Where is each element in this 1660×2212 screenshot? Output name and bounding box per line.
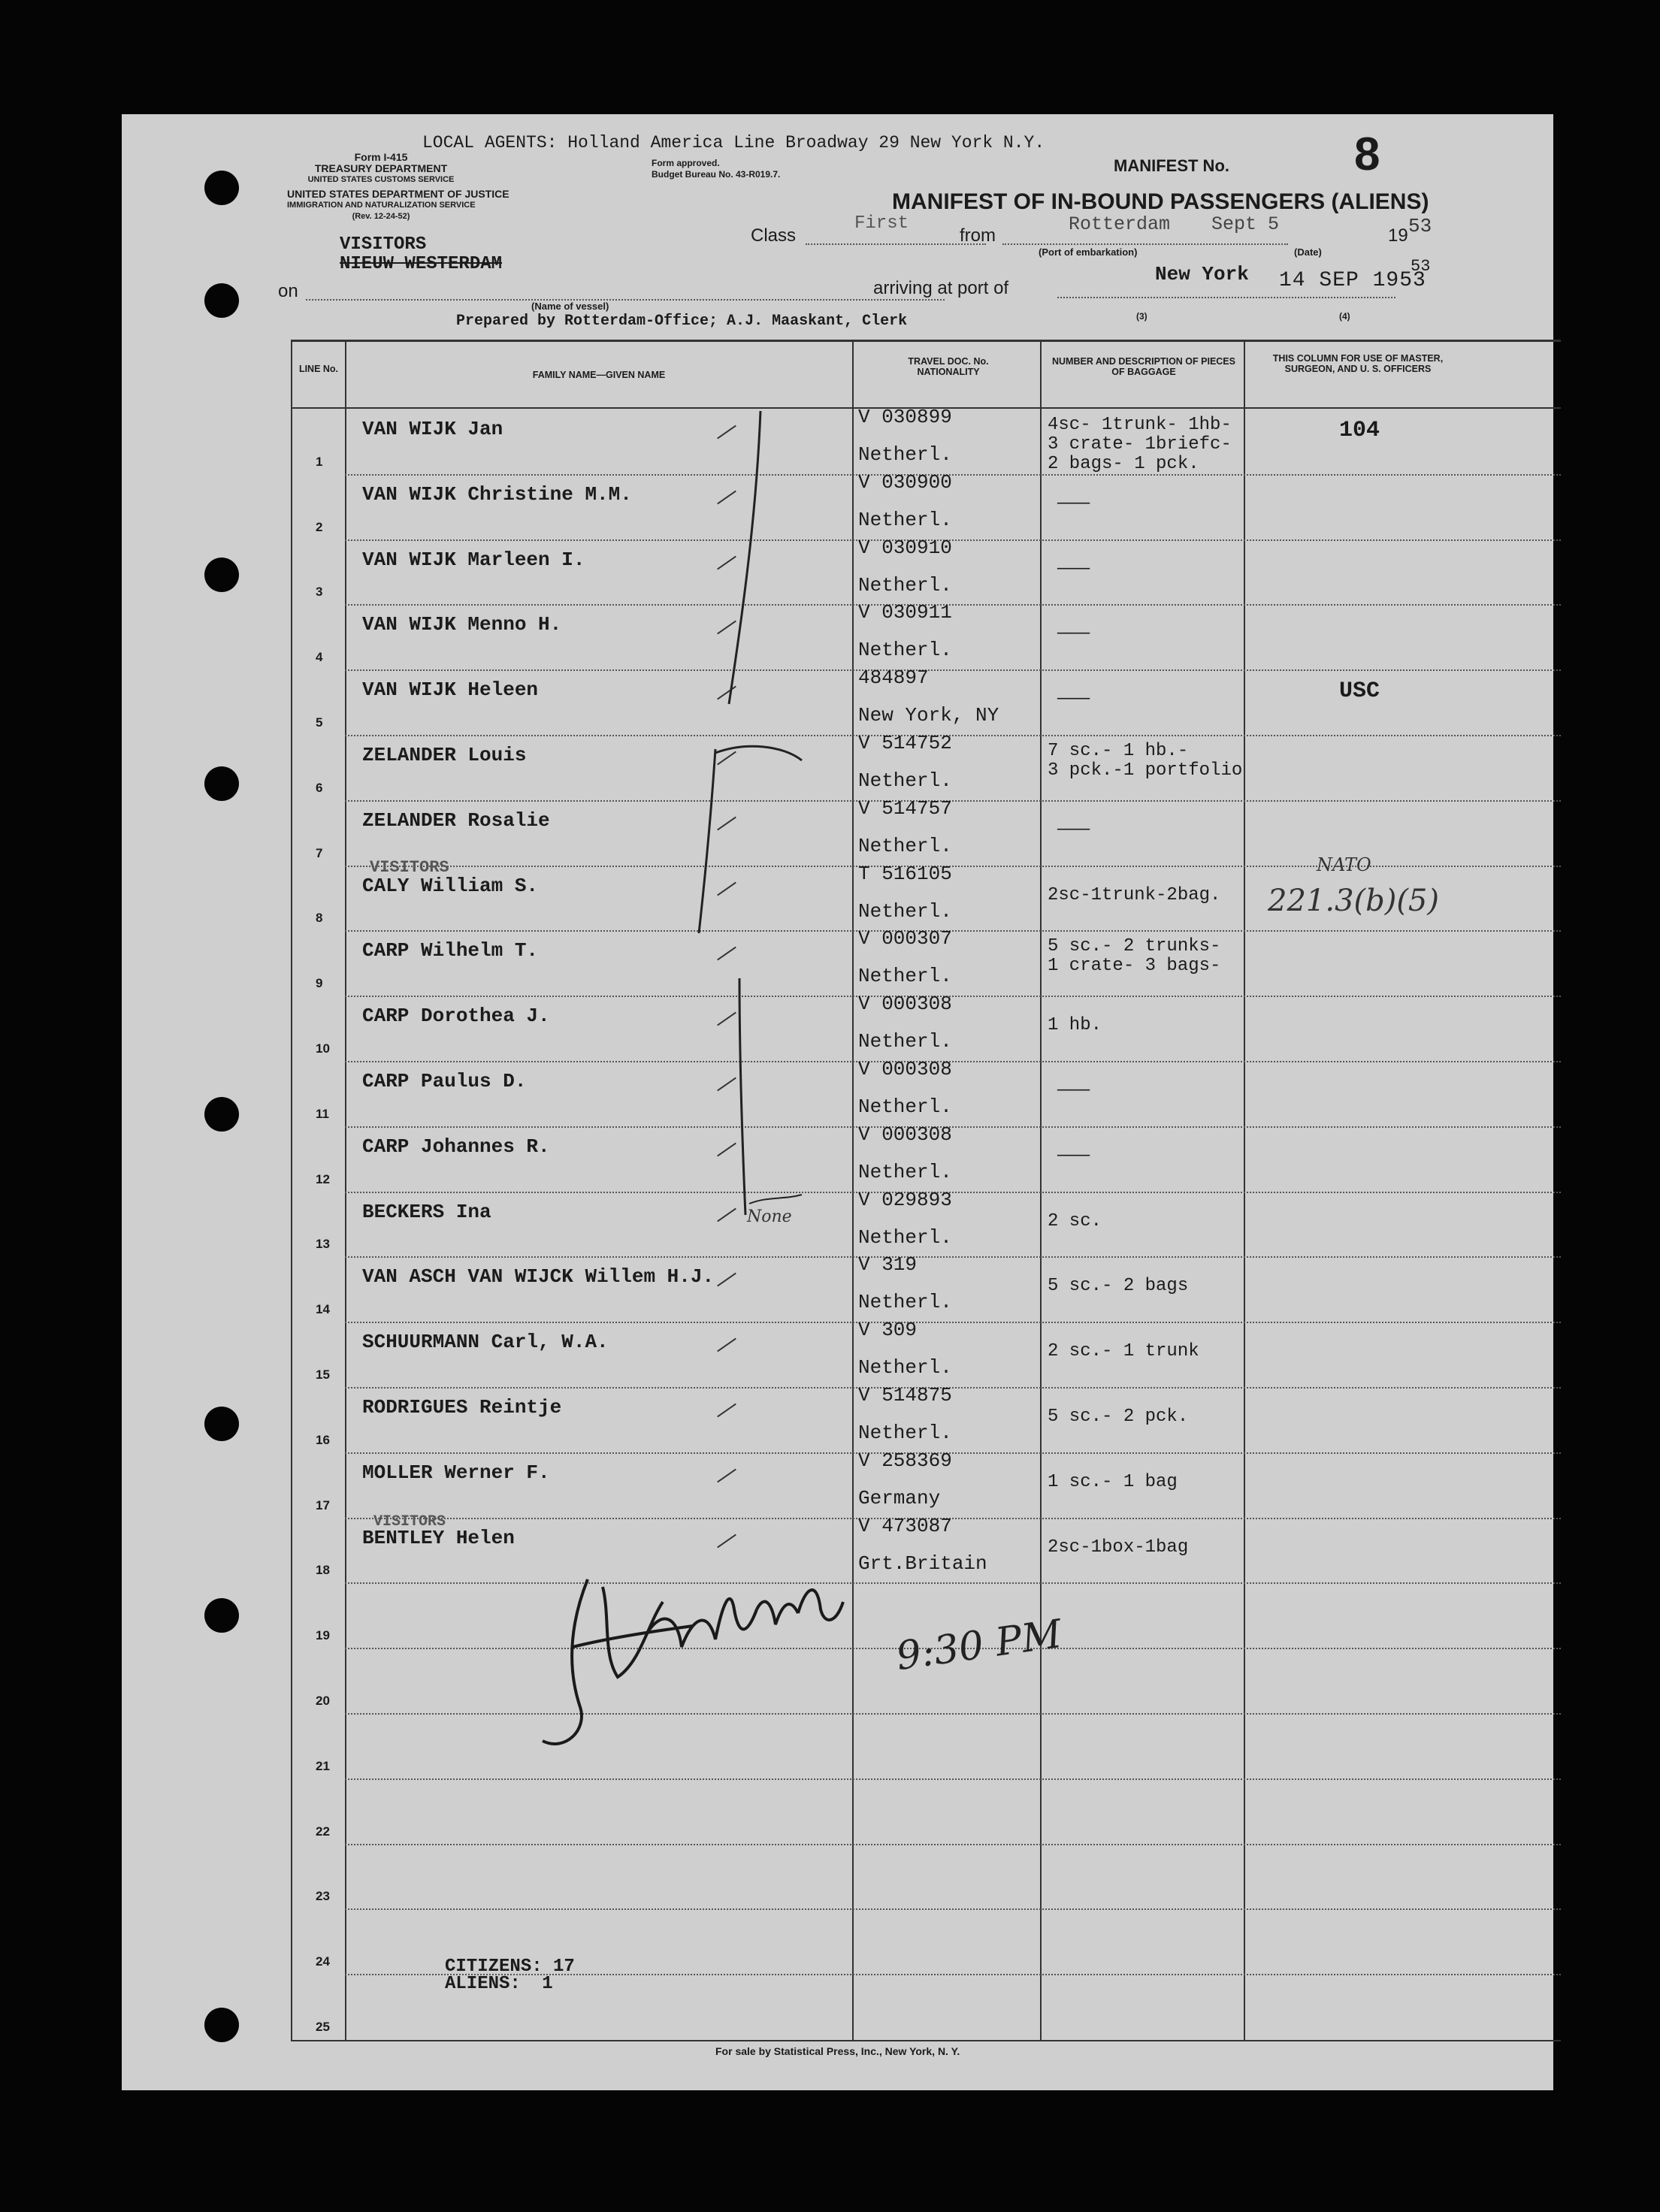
- nationality: Netherl.: [858, 1095, 952, 1118]
- travel-doc-number: V 000308: [858, 1123, 952, 1146]
- officer-note: 221.3(b)(5): [1268, 883, 1439, 918]
- baggage-description: 3 pck.-1 portfolio: [1048, 760, 1243, 781]
- line-number: 11: [316, 1106, 329, 1121]
- nationality: Netherl.: [858, 508, 952, 531]
- footer-text: For sale by Statistical Press, Inc., New York, N. Y.: [715, 2045, 960, 2057]
- travel-doc-number: V 030910: [858, 536, 952, 559]
- baggage-description: 5 sc.- 2 bags: [1048, 1276, 1189, 1297]
- nationality: Netherl.: [858, 443, 952, 466]
- line-number: 3: [316, 585, 323, 600]
- arriving-label: arriving at port of: [873, 278, 1009, 298]
- port-of-embarkation: Rotterdam: [1069, 213, 1171, 235]
- local-agents-line: LOCAL AGENTS: Holland America Line Broadway 29 New York N.Y.: [422, 133, 1045, 153]
- nationality: Germany: [858, 1486, 941, 1509]
- date-value: Sept 5: [1211, 213, 1280, 235]
- passenger-name: BENTLEY Helen: [362, 1526, 515, 1549]
- line-number: 23: [316, 1889, 330, 1904]
- officer-note: 104: [1339, 418, 1380, 443]
- baggage-description: 1 crate- 3 bags-: [1048, 956, 1221, 977]
- vessel-name: NIEUW WESTERDAM: [340, 254, 503, 274]
- travel-doc-number: V 000308: [858, 1058, 952, 1080]
- line-number: 24: [316, 1954, 330, 1969]
- class-value: First: [854, 213, 909, 234]
- passenger-name: BECKERS Ina: [362, 1200, 491, 1223]
- nationality: Netherl.: [858, 769, 952, 792]
- travel-doc-number: V 030899: [858, 406, 952, 428]
- line-number: 4: [316, 650, 323, 665]
- passenger-name: CARP Johannes R.: [362, 1135, 550, 1158]
- travel-doc-number: V 000308: [858, 993, 952, 1016]
- prepared-by: Prepared by Rotterdam-Office; A.J. Maaskant, Clerk: [456, 313, 908, 330]
- aliens-total: [445, 1974, 553, 1994]
- nato-note: NATO: [1317, 854, 1371, 875]
- line-number: 17: [316, 1497, 330, 1512]
- year-value: 53: [1408, 215, 1432, 237]
- manifest-number: 8: [1354, 128, 1380, 180]
- line-number: 10: [316, 1041, 330, 1056]
- line-number: 8: [316, 911, 323, 926]
- nationality: Netherl.: [858, 1356, 952, 1379]
- baggage-description: 7 sc.- 1 hb.-: [1048, 741, 1189, 761]
- baggage-description: ———: [1057, 493, 1090, 514]
- aliens-value: 1: [542, 1974, 553, 1994]
- manifest-title: MANIFEST OF IN-BOUND PASSENGERS (ALIENS): [892, 189, 1429, 214]
- handwritten-none: None: [747, 1207, 792, 1226]
- vessel-line1: VISITORS: [340, 234, 427, 255]
- approval-line: Budget Bureau No. 43-R019.7.: [652, 169, 781, 180]
- passenger-name: ZELANDER Rosalie: [362, 808, 550, 832]
- baggage-description: 4sc- 1trunk- 1hb-: [1048, 415, 1232, 435]
- nationality: New York, NY: [858, 704, 999, 727]
- line-number: 9: [316, 976, 323, 991]
- baggage-description: 3 crate- 1briefc-: [1048, 434, 1232, 455]
- col-header-officers: THIS COLUMN FOR USE OF MASTER, SURGEON, AND U. S. OFFICERS: [1272, 353, 1444, 374]
- class-label: Class: [751, 225, 797, 246]
- passenger-name: VAN ASCH VAN WIJCK Willem H.J.: [362, 1265, 715, 1289]
- nationality: Netherl.: [858, 899, 952, 923]
- travel-doc-number: V 514752: [858, 732, 952, 754]
- travel-doc-number: V 029893: [858, 1188, 952, 1211]
- line-number: 7: [316, 845, 323, 860]
- line-number: 5: [316, 715, 323, 730]
- passenger-name: CALY William S.: [362, 874, 539, 897]
- manifest-label: MANIFEST No.: [1114, 156, 1229, 175]
- baggage-description: 1 hb.: [1048, 1015, 1102, 1036]
- citizens-value: 17: [553, 1957, 575, 1977]
- col-header-baggage: NUMBER AND DESCRIPTION OF PIECES OF BAGGAGE: [1051, 356, 1235, 377]
- line-number: 18: [316, 1563, 330, 1578]
- baggage-description: ———: [1057, 819, 1090, 840]
- form-line: IMMIGRATION AND NATURALIZATION SERVICE: [287, 201, 476, 210]
- baggage-description: ———: [1057, 1080, 1090, 1101]
- passenger-name: CARP Wilhelm T.: [362, 939, 539, 962]
- travel-doc-number: V 514875: [858, 1384, 952, 1407]
- passenger-name: CARP Dorothea J.: [362, 1005, 550, 1028]
- col-header-travel-doc: TRAVEL DOC. No. NATIONALITY: [908, 356, 989, 377]
- col-header-line: LINE No.: [298, 364, 339, 374]
- port-caption: (Port of embarkation): [1039, 246, 1138, 258]
- visitors-stamp: VISITORS: [370, 858, 449, 877]
- line-number: 22: [316, 1824, 330, 1839]
- line-number: 15: [316, 1367, 330, 1382]
- baggage-description: 2 sc.: [1048, 1210, 1102, 1231]
- aliens-label: ALIENS:: [445, 1974, 521, 1994]
- signature: [543, 1579, 843, 1744]
- arrival-port: New York: [1155, 263, 1249, 286]
- passenger-name: MOLLER Werner F.: [362, 1461, 550, 1484]
- manifest-page: [122, 114, 1553, 2090]
- from-label: from: [960, 225, 996, 246]
- line-number: 19: [316, 1628, 330, 1643]
- line-number: 20: [316, 1694, 330, 1708]
- travel-doc-number: V 258369: [858, 1449, 952, 1472]
- handwritten-marks: [122, 114, 1553, 2090]
- officer-note: USC: [1339, 678, 1380, 705]
- travel-doc-number: V 030900: [858, 470, 952, 494]
- visitors-stamp: VISITORS: [373, 1513, 446, 1531]
- citizens-label: CITIZENS:: [445, 1957, 543, 1977]
- passenger-name: ZELANDER Louis: [362, 744, 527, 766]
- travel-doc-number: 484897: [858, 666, 929, 690]
- col-note-3: (3): [1136, 311, 1147, 322]
- passenger-name: VAN WIJK Menno H.: [362, 613, 562, 636]
- line-number: 13: [316, 1237, 330, 1252]
- line-number: 16: [316, 1432, 330, 1447]
- form-line: UNITED STATES DEPARTMENT OF JUSTICE: [287, 188, 509, 200]
- handwritten-time: 9:30 PM: [893, 1611, 1065, 1680]
- baggage-description: ———: [1057, 558, 1090, 579]
- passenger-name: VAN WIJK Jan: [362, 418, 503, 440]
- line-number: 12: [316, 1171, 330, 1186]
- year-prefix: 19: [1388, 225, 1408, 246]
- nationality: Netherl.: [858, 1422, 952, 1444]
- baggage-description: 5 sc.- 2 pck.: [1048, 1407, 1189, 1427]
- travel-doc-number: V 000307: [858, 927, 952, 950]
- baggage-description: 1 sc.- 1 bag: [1048, 1471, 1178, 1492]
- form-line: (Rev. 12-24-52): [352, 212, 410, 221]
- approval-line: Form approved.: [652, 158, 720, 168]
- nationality: Netherl.: [858, 834, 952, 857]
- baggage-description: 5 sc.- 2 trunks-: [1048, 936, 1221, 957]
- passenger-name: VAN WIJK Marleen I.: [362, 548, 585, 571]
- travel-doc-number: V 319: [858, 1253, 918, 1277]
- baggage-description: 2 bags- 1 pck.: [1048, 454, 1199, 474]
- passenger-name: VAN WIJK Christine M.M.: [362, 482, 632, 506]
- line-number: 2: [316, 519, 323, 534]
- nationality: Netherl.: [858, 573, 952, 597]
- travel-doc-number: V 473087: [858, 1514, 952, 1537]
- nationality: Netherl.: [858, 1160, 952, 1183]
- vessel-caption: (Name of vessel): [531, 301, 609, 312]
- baggage-description: 2 sc.- 1 trunk: [1048, 1341, 1199, 1362]
- baggage-description: ———: [1057, 689, 1090, 710]
- baggage-description: ———: [1057, 1145, 1090, 1166]
- col-header-name: FAMILY NAME—GIVEN NAME: [532, 370, 666, 380]
- passenger-name: SCHUURMANN Carl, W.A.: [362, 1331, 609, 1354]
- nationality: Netherl.: [858, 1030, 952, 1053]
- nationality: Netherl.: [858, 1225, 952, 1249]
- line-number: 25: [316, 2020, 330, 2034]
- baggage-description: 2sc-1box-1bag: [1048, 1537, 1189, 1558]
- on-label: on: [278, 281, 298, 301]
- arrival-stamp-year: 53: [1411, 257, 1431, 276]
- baggage-description: 2sc-1trunk-2bag.: [1048, 884, 1221, 905]
- line-number: 14: [316, 1302, 330, 1317]
- line-number: 1: [316, 454, 323, 469]
- form-line: UNITED STATES CUSTOMS SERVICE: [307, 175, 455, 184]
- passenger-name: VAN WIJK Heleen: [362, 678, 539, 702]
- line-number: 6: [316, 780, 323, 795]
- nationality: Grt.Britain: [858, 1552, 987, 1575]
- date-caption: (Date): [1294, 246, 1322, 258]
- col-note-4: (4): [1339, 311, 1350, 322]
- form-line: Form I-415: [354, 151, 408, 163]
- passenger-name: CARP Paulus D.: [362, 1070, 527, 1092]
- travel-doc-number: V 030911: [858, 601, 952, 624]
- travel-doc-number: V 309: [858, 1319, 918, 1342]
- travel-doc-number: T 516105: [858, 862, 952, 885]
- form-line: TREASURY DEPARTMENT: [314, 162, 448, 174]
- baggage-description: ———: [1057, 624, 1090, 645]
- arrival-stamp: 14 SEP 1953: [1279, 269, 1426, 292]
- nationality: Netherl.: [858, 965, 952, 988]
- nationality: Netherl.: [858, 1291, 952, 1314]
- passenger-name: RODRIGUES Reintje: [362, 1396, 562, 1419]
- nationality: Netherl.: [858, 639, 952, 662]
- line-number: 21: [316, 1758, 330, 1773]
- travel-doc-number: V 514757: [858, 796, 952, 820]
